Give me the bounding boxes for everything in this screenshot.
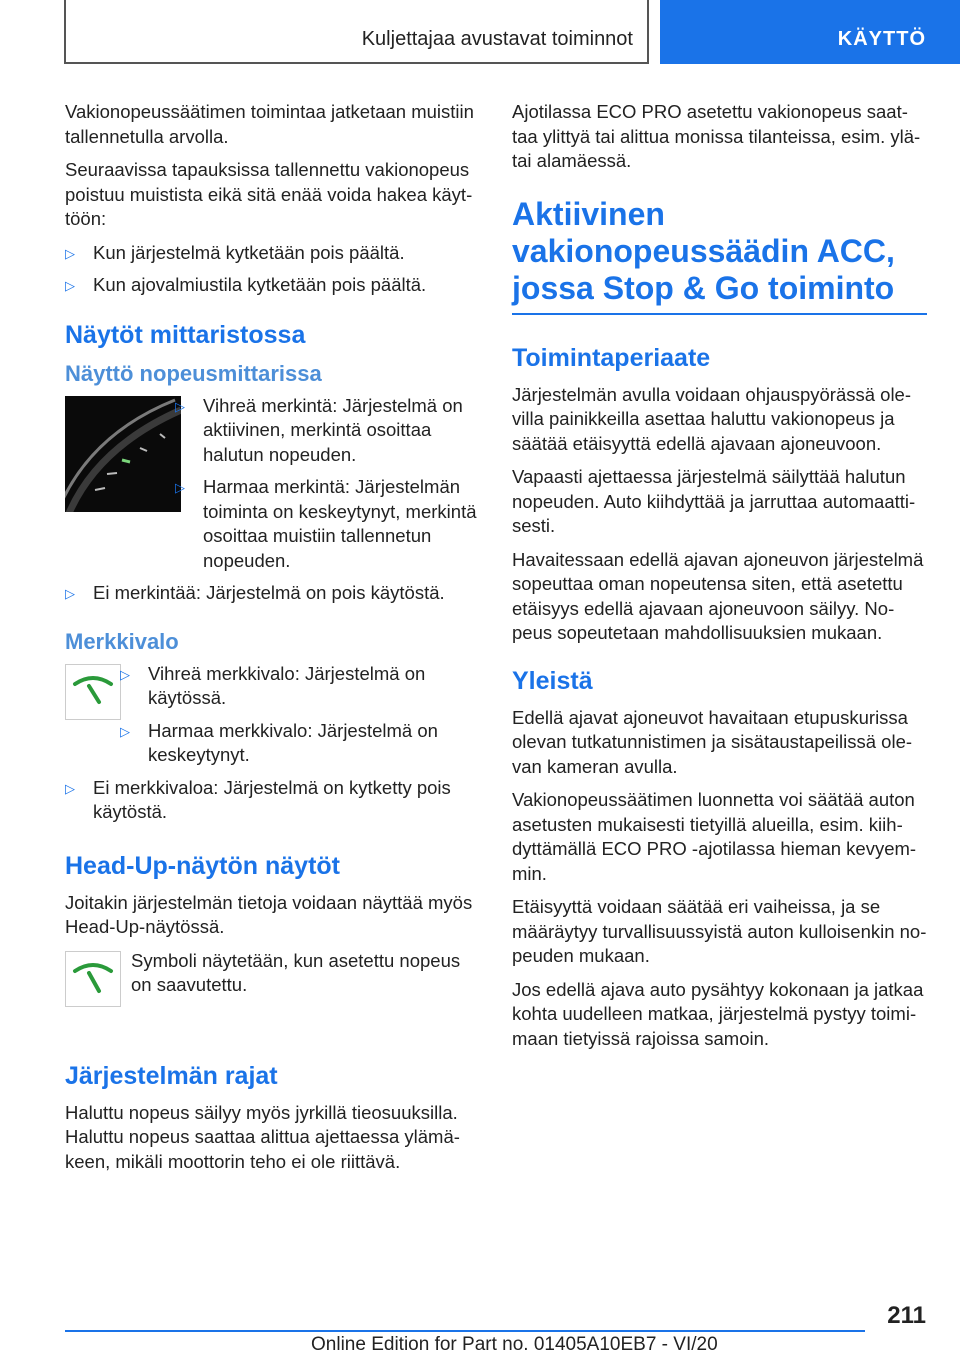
hud-symbol-description: Symboli näytetään, kun asetettu nopeus on saavutettu.	[131, 949, 461, 995]
paragraph: Seuraavissa tapauksissa tallennettu vakionopeus poistuu muistista eikä sitä enää voida hakea käyttöön:	[65, 159, 473, 229]
paragraph: Ajotilassa ECO PRO asetettu vakionopeus saattaa ylittyä tai alittua monissa tilanteissa, esim. ylä- tai alamäessä.	[512, 101, 921, 171]
paragraph: Havaitessaan edellä ajavan ajoneuvon järjestelmä sopeuttaa oman nopeutensa siten, että asetettu etäisyys edellä ajavaan ajoneuvoon säilyy. Nopeus sopeutetaan mahdollisuuksien mukaan.	[512, 548, 924, 643]
bullet-triangle-icon: ▷	[65, 586, 75, 601]
paragraph: Vapaasti ajettaessa järjestelmä säilyttää halutun nopeuden. Auto kiihdyttää ja jarruttaa automaattisesti.	[512, 466, 916, 536]
list-item: ▷ Kun ajovalmiustila kytketään pois päältä.	[65, 273, 480, 298]
bullet-triangle-icon: ▷	[65, 245, 75, 261]
speedometer-image	[65, 396, 181, 512]
heading-indicator-lamp: Merkkivalo	[65, 628, 179, 654]
bullet-triangle-icon: ▷	[65, 780, 75, 796]
bullet-triangle-icon: ▷	[120, 666, 130, 682]
paragraph: Joitakin järjestelmän tietoja voidaan näyttää myös Head-Up-näytössä.	[65, 891, 473, 937]
bullet-triangle-icon: ▷	[175, 480, 185, 495]
hud-symbol-row	[65, 949, 480, 1041]
heading-speedometer: Näyttö nopeusmittarissa	[65, 360, 322, 386]
cruise-control-indicator-icon	[65, 664, 121, 720]
paragraph: Vakionopeussäätimen luonnetta voi säätää auton asetusten mukaisesti tietyillä alueilla, esim. kiihdyttämällä ECO PRO -ajotilassa hieman kevyemmin.	[512, 789, 917, 884]
bullet-triangle-icon: ▷	[175, 398, 185, 414]
hud-speed-reached-icon	[65, 951, 121, 1007]
left-column	[65, 100, 480, 1183]
indicator-lamp-row	[65, 662, 480, 768]
list-item: ▷ Vihreä merkkivalo: Järjestelmä on käytössä.	[120, 662, 426, 708]
header-chapter-box	[660, 0, 960, 64]
list-item: ▷ Harmaa merkkivalo: Järjestelmä on keskeytynyt.	[120, 719, 438, 765]
list-item: ▷ Kun järjestelmä kytketään pois päältä.	[65, 241, 480, 266]
heading-operating-principle: Toimintaperiaate	[512, 343, 711, 372]
heading-system-limits: Järjestelmän rajat	[65, 1061, 278, 1090]
footer-divider	[65, 1330, 865, 1332]
bullet-triangle-icon: ▷	[65, 278, 75, 293]
header-chapter-title: KÄYTTÖ	[837, 28, 926, 50]
list-item: ▷ Ei merkkivaloa: Järjestelmä on kytketty pois käytöstä.	[65, 776, 451, 822]
page-number: 211	[887, 1302, 926, 1329]
list-item: ▷ Harmaa merkintä: Järjestelmän toiminta on keskeytynyt, merkintä osoittaa muistiin tallennetun nopeuden.	[175, 476, 477, 571]
heading-displays: Näytöt mittaristossa	[65, 320, 306, 349]
right-column	[512, 100, 927, 1060]
header-section-title: Kuljettajaa avustavat toiminnot	[361, 28, 633, 50]
speedometer-figure-row	[65, 394, 480, 574]
bullet-triangle-icon: ▷	[120, 723, 130, 739]
heading-general: Yleistä	[512, 666, 593, 695]
header-section-box	[64, 0, 649, 64]
footer-edition: Online Edition for Part no. 01405A10EB7 - VI/20	[311, 1334, 718, 1355]
paragraph: Edellä ajavat ajoneuvot havaitaan etupuskurissa olevan tutkatunnistimen ja sisätaustapeilissä olevan kameran avulla.	[512, 706, 913, 777]
paragraph: Etäisyyttä voidaan säätää eri vaiheissa, ja se määräytyy turvallisuussyistä auton kulloisenkin nopeuden mukaan.	[512, 896, 927, 966]
paragraph: Haluttu nopeus säilyy myös jyrkillä tieosuuksilla. Haluttu nopeus saattaa alittua ajettaessa ylämäkeen, mikäli moottorin teho ei ole riittävä.	[65, 1101, 460, 1172]
paragraph: Järjestelmän avulla voidaan ohjauspyörässä olevilla painikkeilla asettaa haluttu vakionopeus ja säätää etäisyyttä edellä ajavaan ajoneuvoon.	[512, 383, 912, 454]
paragraph: Jos edellä ajava auto pysähtyy kokonaan ja jatkaa kohta uudelleen matkaa, järjestelmä pystyy toimimaan tietyissä rajoissa samoin.	[512, 978, 924, 1049]
heading-acc-stop-go: Aktiivinen vakionopeussäädin ACC, jossa Stop & Go toiminto	[512, 196, 927, 315]
paragraph: Vakionopeussäätimen toimintaa jatketaan muistiin tallennetulla arvolla.	[65, 101, 474, 147]
list-item: ▷ Ei merkintää: Järjestelmä on pois käytöstä.	[65, 581, 480, 606]
list-item: ▷ Vihreä merkintä: Järjestelmä on aktiivinen, merkintä osoittaa halutun nopeuden.	[175, 394, 463, 465]
heading-head-up-display: Head-Up-näytön näytöt	[65, 851, 340, 880]
